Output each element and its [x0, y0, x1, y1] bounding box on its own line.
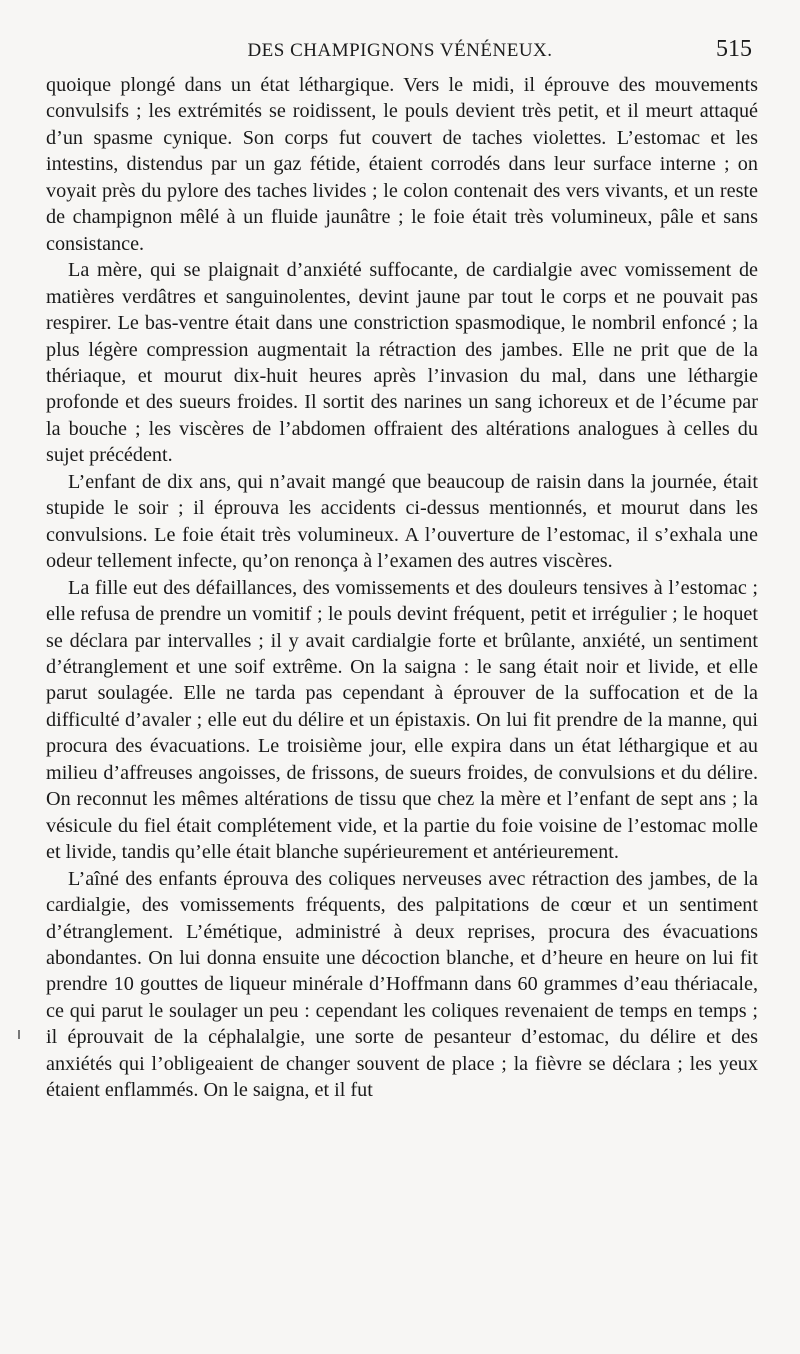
paragraph-daughter: La fille eut des défaillances, des vomissements et des douleurs tensives à l’estomac ; elle refusa de prendre un vomitif ; le pouls devint fréquent, petit et irrégulier ; le hoquet se déclara par intervalles ; il y avait cardialgie forte et brûlante, anxiété, un sentiment d’étranglement et une soif extrême. On la saigna : le sang était noir et livide, et elle parut soulagée. Elle ne tarda pas cependant à éprouver de la suffocation et de la difficulté d’avaler ; elle eut du délire et un épistaxis. On lui fit prendre de la manne, qui procura des évacuations. Le troisième jour, elle expira dans un état léthargique et au milieu d’affreuses angoisses, de frissons, de sueurs froides, de convulsions et du délire. On reconnut les mêmes altérations de tissu que chez la mère et l’enfant de sept ans ; la vésicule du fiel était complétement vide, et la partie du foie voisine de l’estomac molle et livide, tandis qu’elle était blanche supérieurement et antérieurement. — [46, 576, 758, 864]
paragraph-mother: La mère, qui se plaignait d’anxiété suffocante, de cardialgie avec vomissement de matières verdâtres et sanguinolentes, devint jaune par tout le corps et ne pouvait pas respirer. Le bas-ventre était dans une constriction spasmodique, le nombril enfoncé ; la plus légère compression augmentait la rétraction des jambes. Elle ne prit que de la thériaque, et mourut dix-huit heures après l’invasion du mal, dans une léthargie profonde et des sueurs froides. Il sortit des narines un sang ichoreux et de l’écume par la bouche ; les viscères de l’abdomen offraient des altérations analogues à celles du sujet précédent. — [46, 259, 758, 467]
paragraph-continuation: quoique plongé dans un état léthargique. Vers le midi, il éprouve des mouvements convulsifs ; les extrémités se roidissent, le pouls devient très petit, et il meurt attaqué d’un spasme cynique. Son corps fut couvert de taches violettes. L’estomac et les intestins, distendus par un gaz fétide, étaient corrodés dans leur surface interne ; on voyait près du pylore des taches livides ; le colon contenait des vers vivants, et un reste de champignon mêlé à un fluide jaunâtre ; le foie était très volumineux, pâle et sans consistance. — [46, 74, 758, 255]
page-header — [44, 36, 756, 66]
margin-mark — [18, 1030, 20, 1039]
paragraph-child-ten: L’enfant de dix ans, qui n’avait mangé que beaucoup de raisin dans la journée, était stupide le soir ; il éprouva les accidents ci-dessus mentionnés, et mourut dans les convulsions. Le foie était très volumineux. A l’ouverture de l’estomac, il s’exhala une odeur tellement infecte, qu’on renonça à l’examen des autres viscères. — [46, 470, 758, 573]
body-text — [46, 72, 758, 1104]
paragraph-eldest: L’aîné des enfants éprouva des coliques nerveuses avec rétraction des jambes, de la cardialgie, des vomissements fréquents, des palpitations de cœur et un sentiment d’étranglement. L’émétique, administré à deux reprises, procura des évacuations abondantes. On lui donna ensuite une décoction blanche, et d’heure en heure on lui fit prendre 10 gouttes de liqueur minérale d’Hoffmann dans 60 grammes d’eau thériacale, ce qui parut le soulager un peu : cependant les coliques revenaient de temps en temps ; il éprouvait de la céphalalgie, une sorte de pesanteur d’estomac, du délire et des anxiétés qui l’obligeaient de changer souvent de place ; la fièvre se déclara ; les yeux étaient enflammés. On le saigna, et il fut — [46, 867, 758, 1102]
page-number: 515 — [716, 36, 752, 62]
running-title: DES CHAMPIGNONS VÉNÉNEUX. — [247, 40, 553, 61]
